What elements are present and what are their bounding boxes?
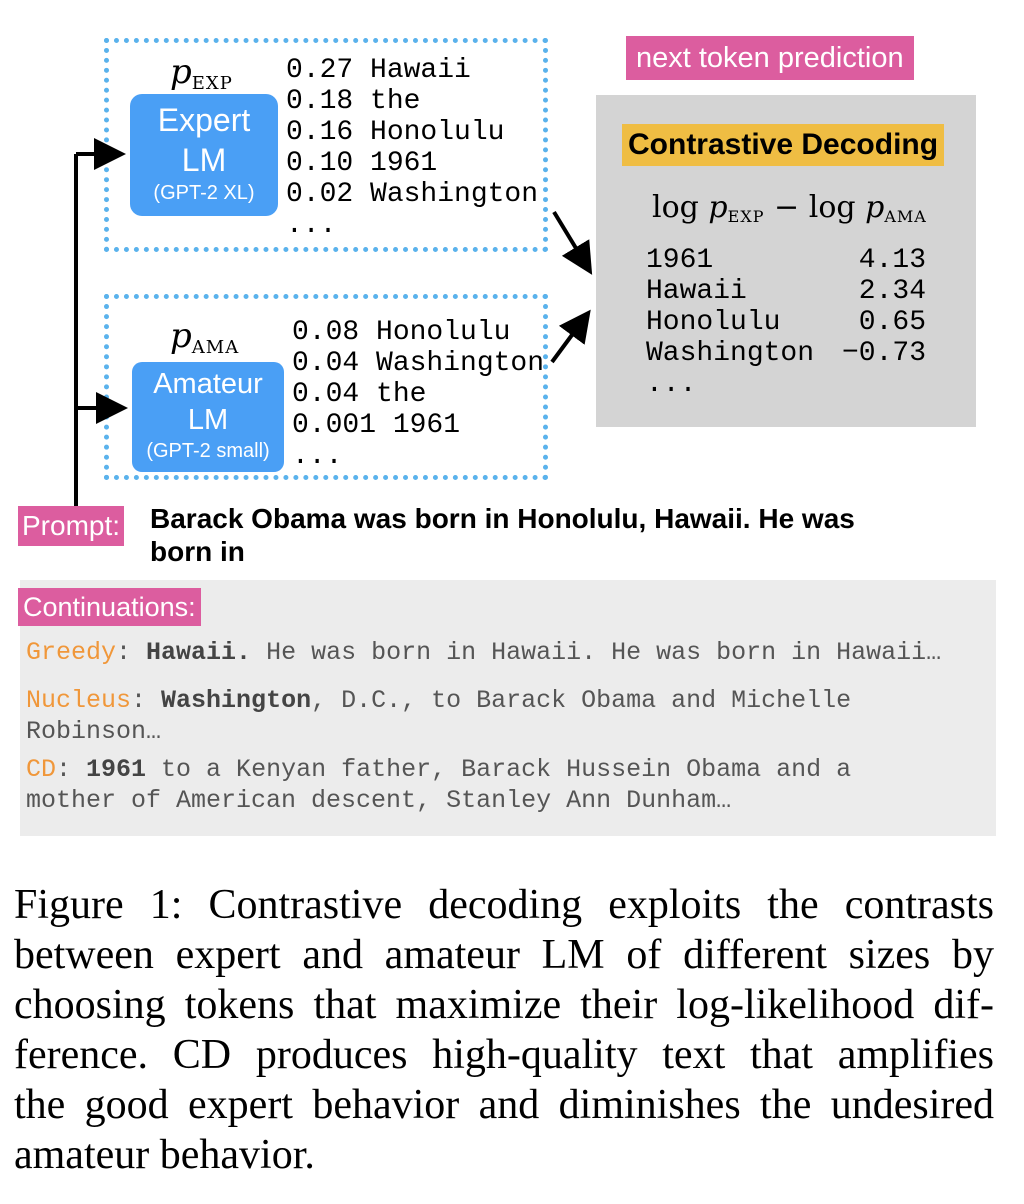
cd-formula: $\log p_{EXP} - \log p_{AMA}$	[652, 190, 927, 226]
caption-line: ference. CD produces high-quality text that amplifies	[14, 1032, 994, 1078]
next-token-prediction-label: next token prediction	[626, 36, 914, 80]
nucleus-continuation-line2: Robinson…	[26, 717, 162, 746]
expert-token: 0.18 the	[286, 86, 421, 117]
expert-lm-name: Expert	[157, 102, 251, 138]
expert-token: 0.27 Hawaii	[286, 55, 471, 86]
cd-continuation-line2: mother of American descent, Stanley Ann Dunham…	[26, 786, 732, 815]
caption-line: amateur behavior.	[14, 1132, 315, 1178]
cd-score-row: Honolulu 0.65	[646, 307, 926, 338]
cd-score-row: ...	[646, 369, 697, 400]
prompt-text: Barack Obama was born in Honolulu, Hawaii. He was born in	[150, 503, 855, 567]
arrow-expert-to-cd	[554, 212, 588, 268]
continuations-label: Continuations:	[18, 588, 201, 626]
cd-score-row: Washington −0.73	[646, 338, 926, 369]
cd-score-row: Hawaii 2.34	[646, 276, 926, 307]
figure-caption	[14, 880, 994, 1180]
amateur-token: 0.001 1961	[292, 410, 461, 441]
amateur-token: 0.08 Honolulu	[292, 317, 511, 348]
amateur-lm-name: Amateur	[153, 368, 263, 400]
amateur-token: 0.04 Washington	[292, 348, 545, 379]
cd-score-row: 1961 4.13	[646, 245, 926, 276]
expert-token: 0.10 1961	[286, 148, 438, 179]
amateur-prob-symbol: $p_{AMA}$	[170, 316, 240, 358]
expert-token: 0.02 Washington	[286, 179, 539, 210]
cd-continuation: CD: 1961 to a Kenyan father, Barack Hussein Obama and a	[26, 755, 852, 784]
caption-line: the good expert behavior and diminishes the undesired	[14, 1082, 994, 1128]
caption-line: choosing tokens that maximize their log-likelihood dif-	[14, 982, 994, 1028]
amateur-token: 0.04 the	[292, 379, 427, 410]
nucleus-continuation: Nucleus: Washington, D.C., to Barack Obama and Michelle	[26, 686, 852, 715]
caption-line: between expert and amateur LM of different sizes by	[14, 932, 994, 978]
expert-lm-model: (GPT-2 XL)	[153, 182, 255, 204]
greedy-continuation: Greedy: Hawaii. He was born in Hawaii. He was born in Hawaii…	[26, 638, 942, 667]
arrow-amateur-to-cd	[552, 316, 586, 362]
amateur-token: ...	[292, 441, 343, 472]
contrastive-decoding-title: Contrastive Decoding	[622, 124, 944, 166]
expert-prob-symbol: $p_{EXP}$	[170, 52, 233, 94]
expert-token: ...	[286, 210, 337, 241]
caption-line: Figure 1: Contrastive decoding exploits the contrasts	[14, 882, 994, 928]
expert-token: 0.16 Honolulu	[286, 117, 505, 148]
amateur-lm-model: (GPT-2 small)	[146, 440, 270, 462]
amateur-lm-name-2: LM	[187, 404, 229, 436]
prompt-label: Prompt:	[18, 506, 124, 546]
expert-lm-name-2: LM	[181, 142, 227, 178]
